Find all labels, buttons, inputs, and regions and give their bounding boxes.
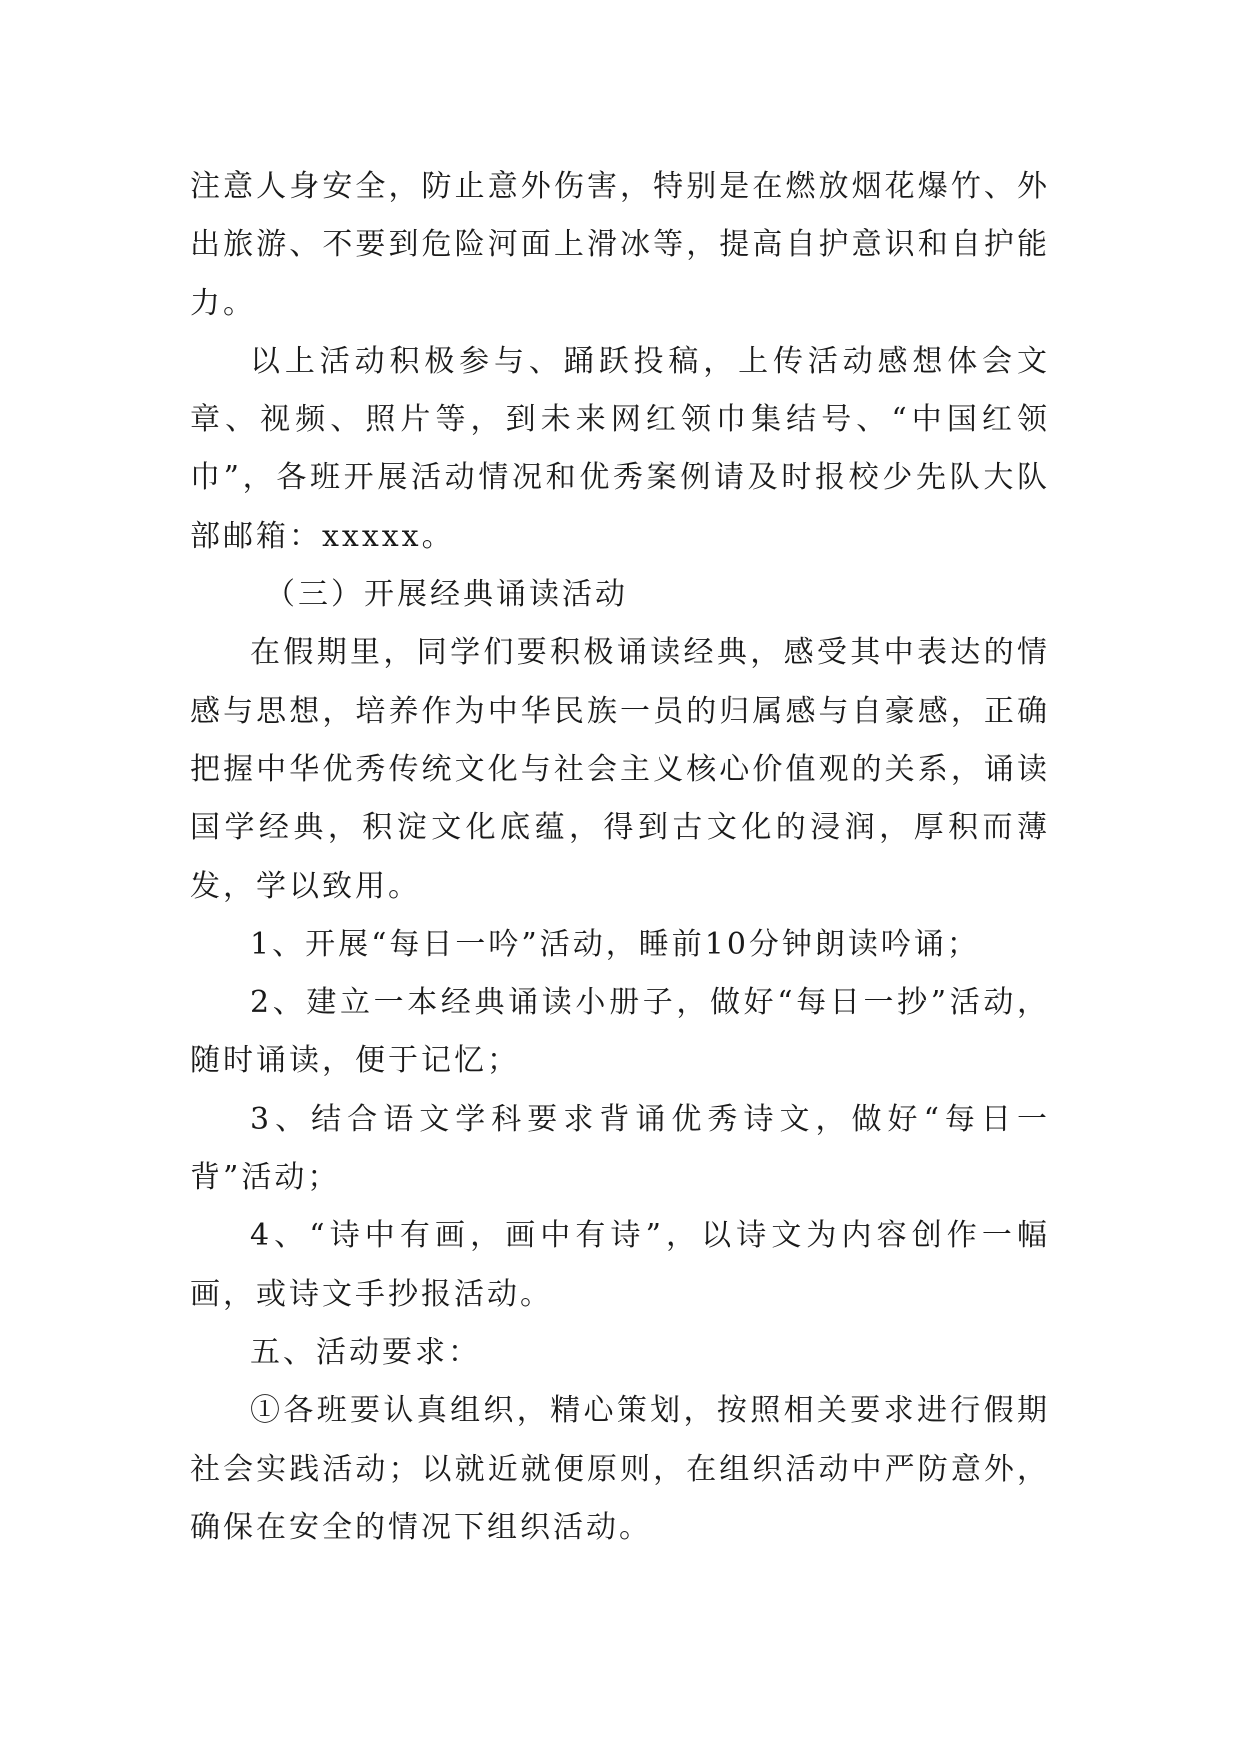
section-heading-requirements: 五、活动要求：	[250, 1334, 481, 1370]
section-heading-classic-reading: （三）开展经典诵读活动	[265, 577, 628, 613]
paragraph-requirement-1: ①各班要认真组织，精心策划，按照相关要求进行假期社会实践活动；以就近就便原则，在组织活动中严防意外，确保在安全的情况下组织活动。	[190, 1393, 1050, 1545]
list-item-daily-memorize: 3、结合语文学科要求背诵优秀诗文，做好“每日一背”活动；	[190, 1101, 1050, 1196]
paragraph-classic-reading-intro: 在假期里，同学们要积极诵读经典，感受其中表达的情感与思想，培养作为中华民族一员的归属感与自豪感，正确把握中华优秀传统文化与社会主义核心价值观的关系，诵读国学经典，积淀文化底蕴，得到古文化的浸润，厚积而薄发，学以致用。	[190, 635, 1050, 904]
document-body	[190, 158, 1050, 1557]
list-item-daily-recite: 1、开展“每日一吟”活动，睡前10分钟朗读吟诵；	[250, 926, 980, 962]
list-item-daily-copy: 2、建立一本经典诵读小册子，做好“每日一抄”活动，随时诵读，便于记忆；	[190, 985, 1050, 1079]
paragraph-submission: 以上活动积极参与、踊跃投稿，上传活动感想体会文章、视频、照片等，到未来网红领巾集结号、“中国红领巾”，各班开展活动情况和优秀案例请及时报校少先队大队部邮箱：xxxxx。	[190, 343, 1050, 554]
paragraph-safety-continued: 注意人身安全，防止意外伤害，特别是在燃放烟花爆竹、外出旅游、不要到危险河面上滑冰等，提高自护意识和自护能力。	[190, 169, 1050, 321]
list-item-poem-painting: 4、“诗中有画，画中有诗”，以诗文为内容创作一幅画，或诗文手抄报活动。	[190, 1218, 1050, 1312]
